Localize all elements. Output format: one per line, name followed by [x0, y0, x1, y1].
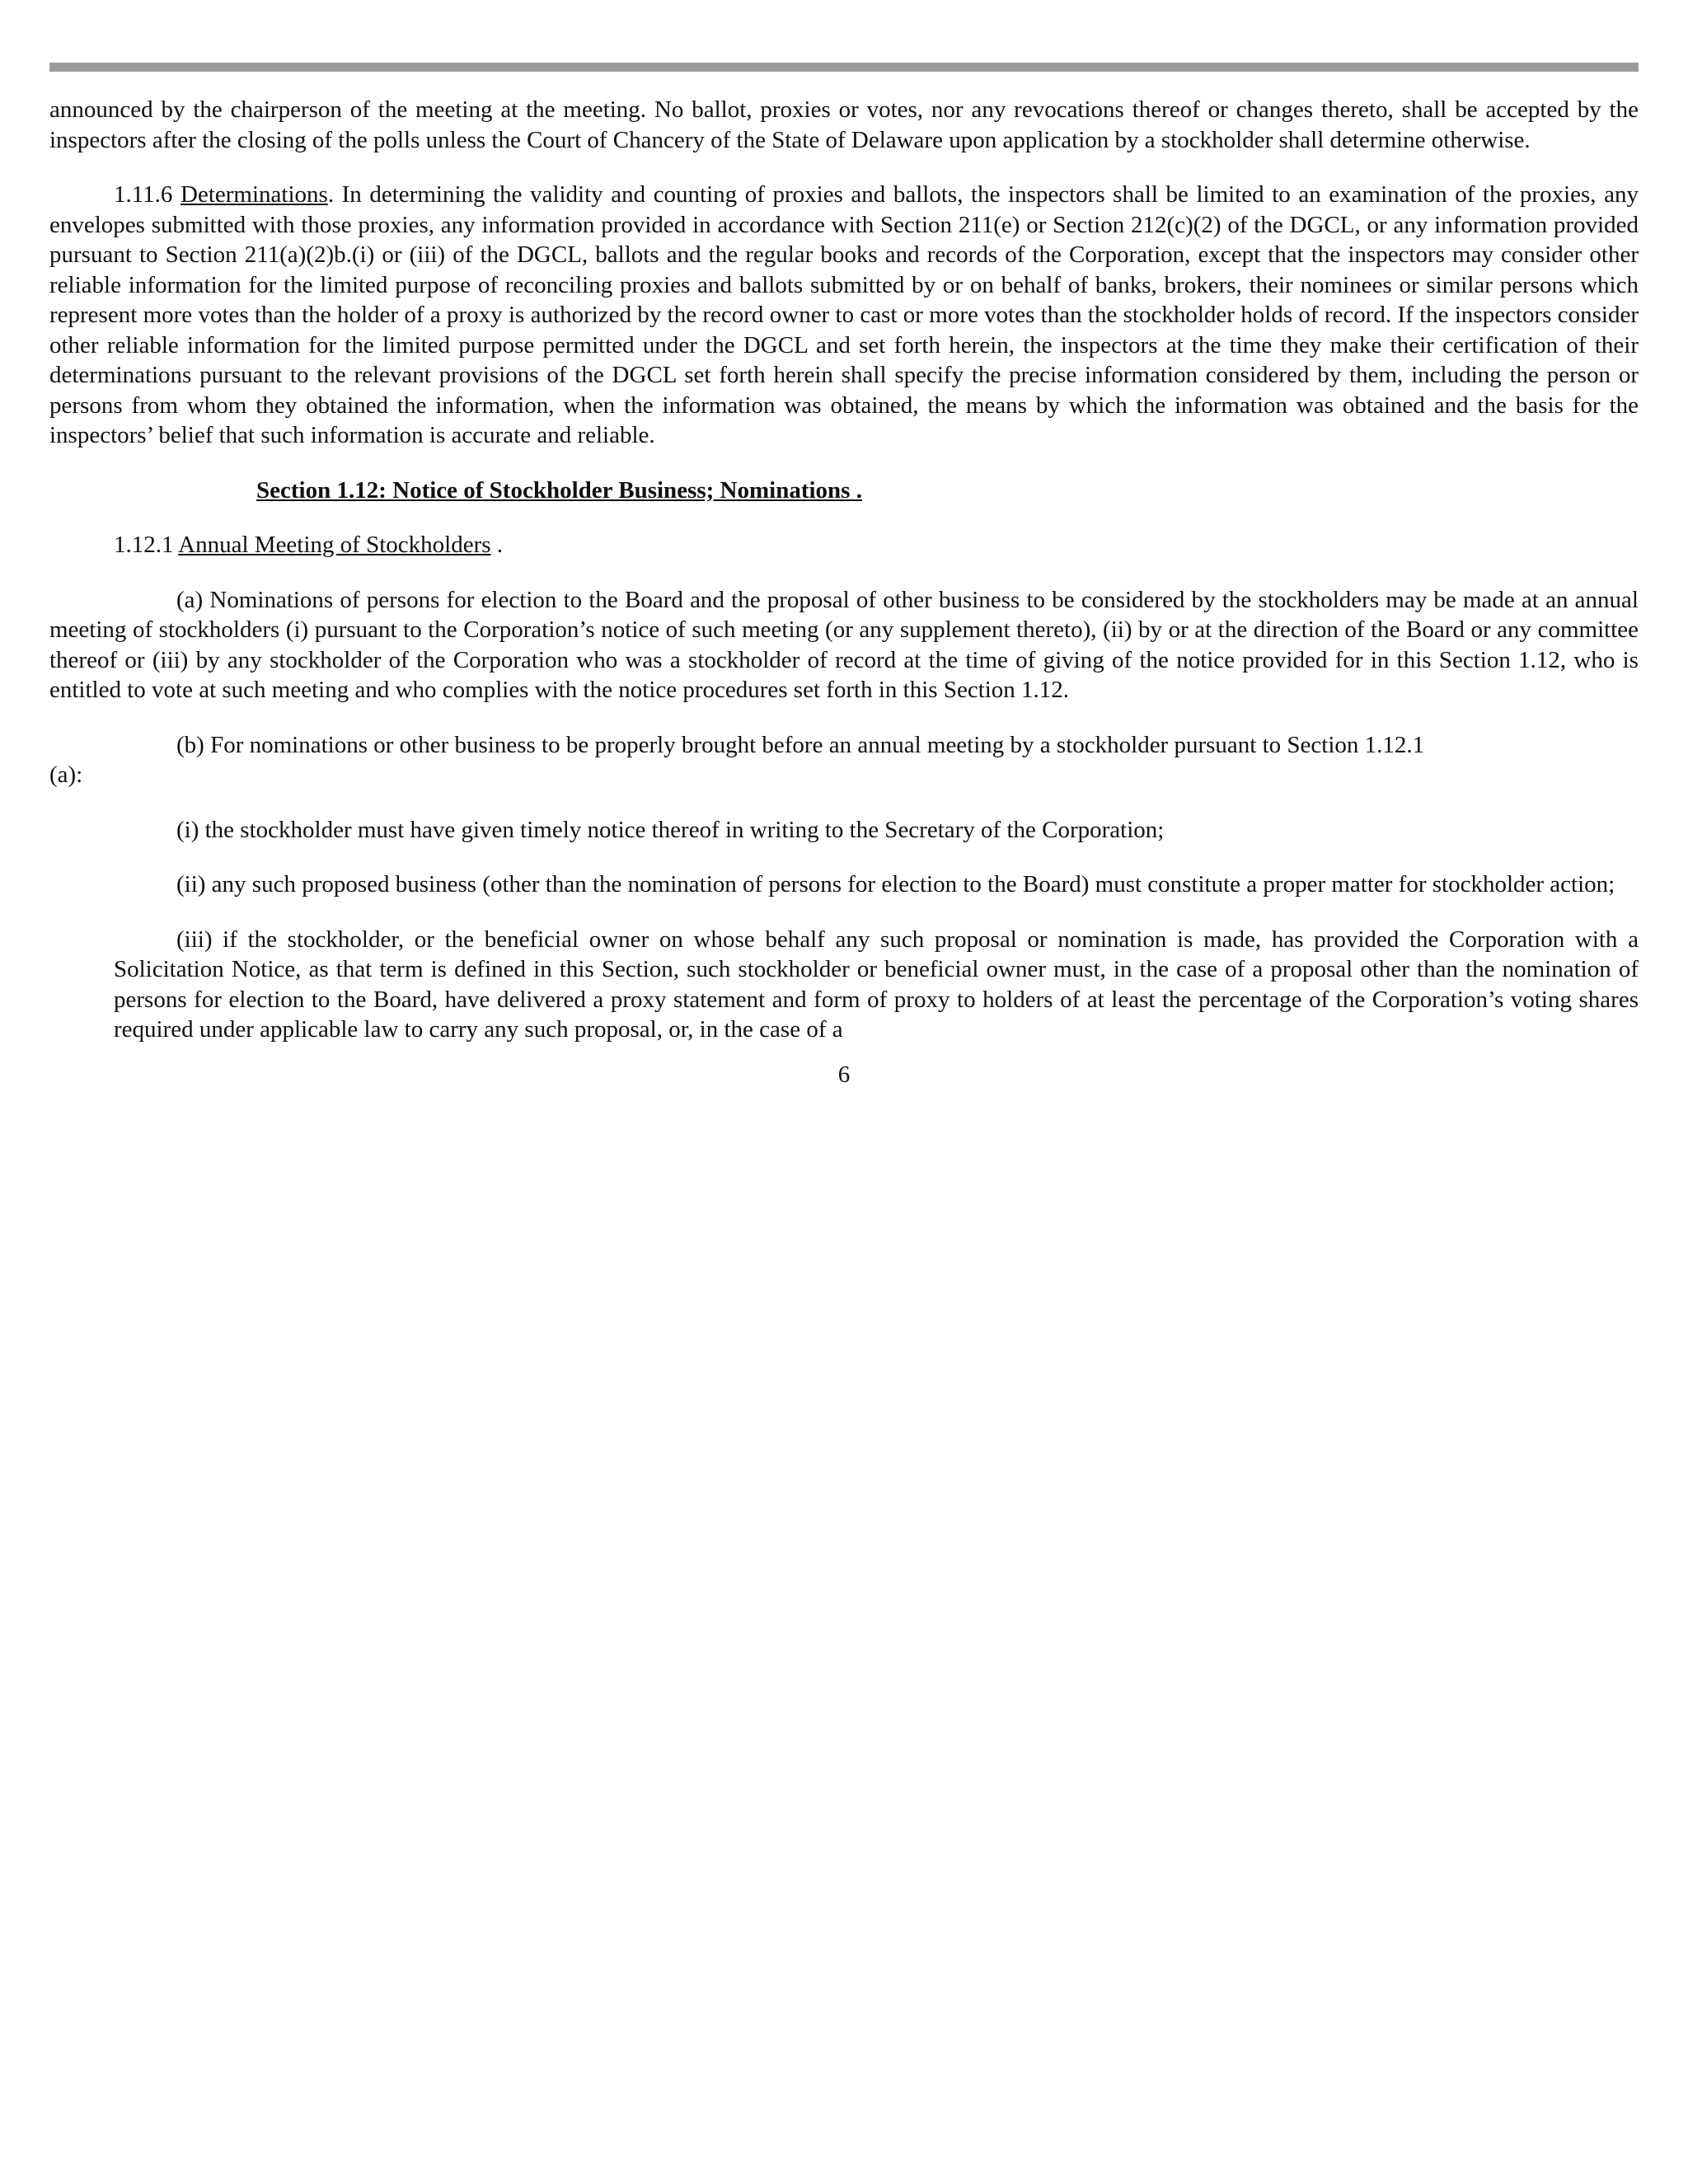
item-ii: (ii) any such proposed business (other than the nomination of persons for election to the Board) must constitute a proper matter for stockholder action;	[176, 871, 1615, 898]
section-1-12-heading-period: .	[850, 476, 862, 504]
section-1-12-1-title: Annual Meeting of Stockholders	[178, 532, 491, 558]
item-iii: (iii) if the stockholder, or the beneficial owner on whose behalf any such proposal or nomination is made, has provided the Corporation with a Solicitation Notice, as that term is defined in this Section, such stockholder or beneficial owner must, in the case of a proposal other than the nomination of persons for election to the Board, have delivered a proxy statement and form of proxy to holders of at least the percentage of the Corporation’s voting shares required under applicable law to carry any such proposal, or, in the case of a	[114, 926, 1639, 1043]
section-1-11-6-number: 1.11.6	[114, 181, 173, 208]
paragraph-b-line2: (a):	[49, 762, 83, 788]
section-1-12-1-heading	[114, 530, 1639, 560]
section-1-12-heading-text: Section 1.12: Notice of Stockholder Business; Nominations	[256, 476, 851, 504]
section-1-11-6-title: Determinations	[181, 181, 328, 208]
continuation-paragraph: announced by the chairperson of the meeting at the meeting. No ballot, proxies or votes, nor any revocations thereof or changes thereto, shall be accepted by the inspectors after the closing of the polls unless the Court of Chancery of the State of Delaware upon application by a stockholder shall determine otherwise.	[49, 96, 1639, 153]
top-rule	[49, 63, 1639, 72]
section-1-12-1-number: 1.12.1	[114, 532, 174, 558]
paragraph-a: (a) Nominations of persons for election to the Board and the proposal of other business to be considered by the stockholders may be made at an annual meeting of stockholders (i) pursuant to the Corporation’s notice of such meeting (or any supplement thereto), (ii) by or at the direction of the Board or any committee thereof or (iii) by any stockholder of the Corporation who was a stockholder of record at the time of giving of the notice provided for in this Section 1.12, who is entitled to vote at such meeting and who complies with the notice procedures set forth in this Section 1.12.	[49, 586, 1639, 703]
page-content	[49, 63, 1639, 1090]
section-1-11-6-paragraph	[49, 180, 1639, 451]
paragraph-b-line1: (b) For nominations or other business to be properly brought before an annual meeting by a stockholder pursuant to Section 1.12.1	[176, 731, 1425, 758]
page-number: 6	[837, 1061, 851, 1088]
section-1-11-6-body: . In determining the validity and counting of proxies and ballots, the inspectors shall be limited to an examination of the proxies, any envelopes submitted with those proxies, any information provided in accordance with Section 211(e) or Section 212(c)(2) of the DGCL, or any information provided pursuant to Section 211(a)(2)b.(i) or (iii) of the DGCL, ballots and the regular books and records of the Corporation, except that the inspectors may consider other reliable information for the limited purpose of reconciling proxies and ballots submitted by or on behalf of banks, brokers, their nominees or similar persons which represent more votes than the holder of a proxy is authorized by the record owner to cast or more votes than the stockholder holds of record. If the inspectors consider other reliable information for the limited purpose permitted under the DGCL and set forth herein, the inspectors at the time they make their certification of their determinations pursuant to the relevant provisions of the DGCL set forth herein shall specify the precise information considered by them, including the person or persons from whom they obtained the information, when the information was obtained, the means by which the information was obtained and the basis for the inspectors’ belief that such information is accurate and reliable.	[49, 181, 1639, 448]
section-1-12-1-period: .	[490, 532, 504, 558]
item-i: (i) the stockholder must have given timely notice thereof in writing to the Secretary of the Corporation;	[176, 816, 1165, 843]
section-1-12-heading	[256, 476, 1639, 506]
